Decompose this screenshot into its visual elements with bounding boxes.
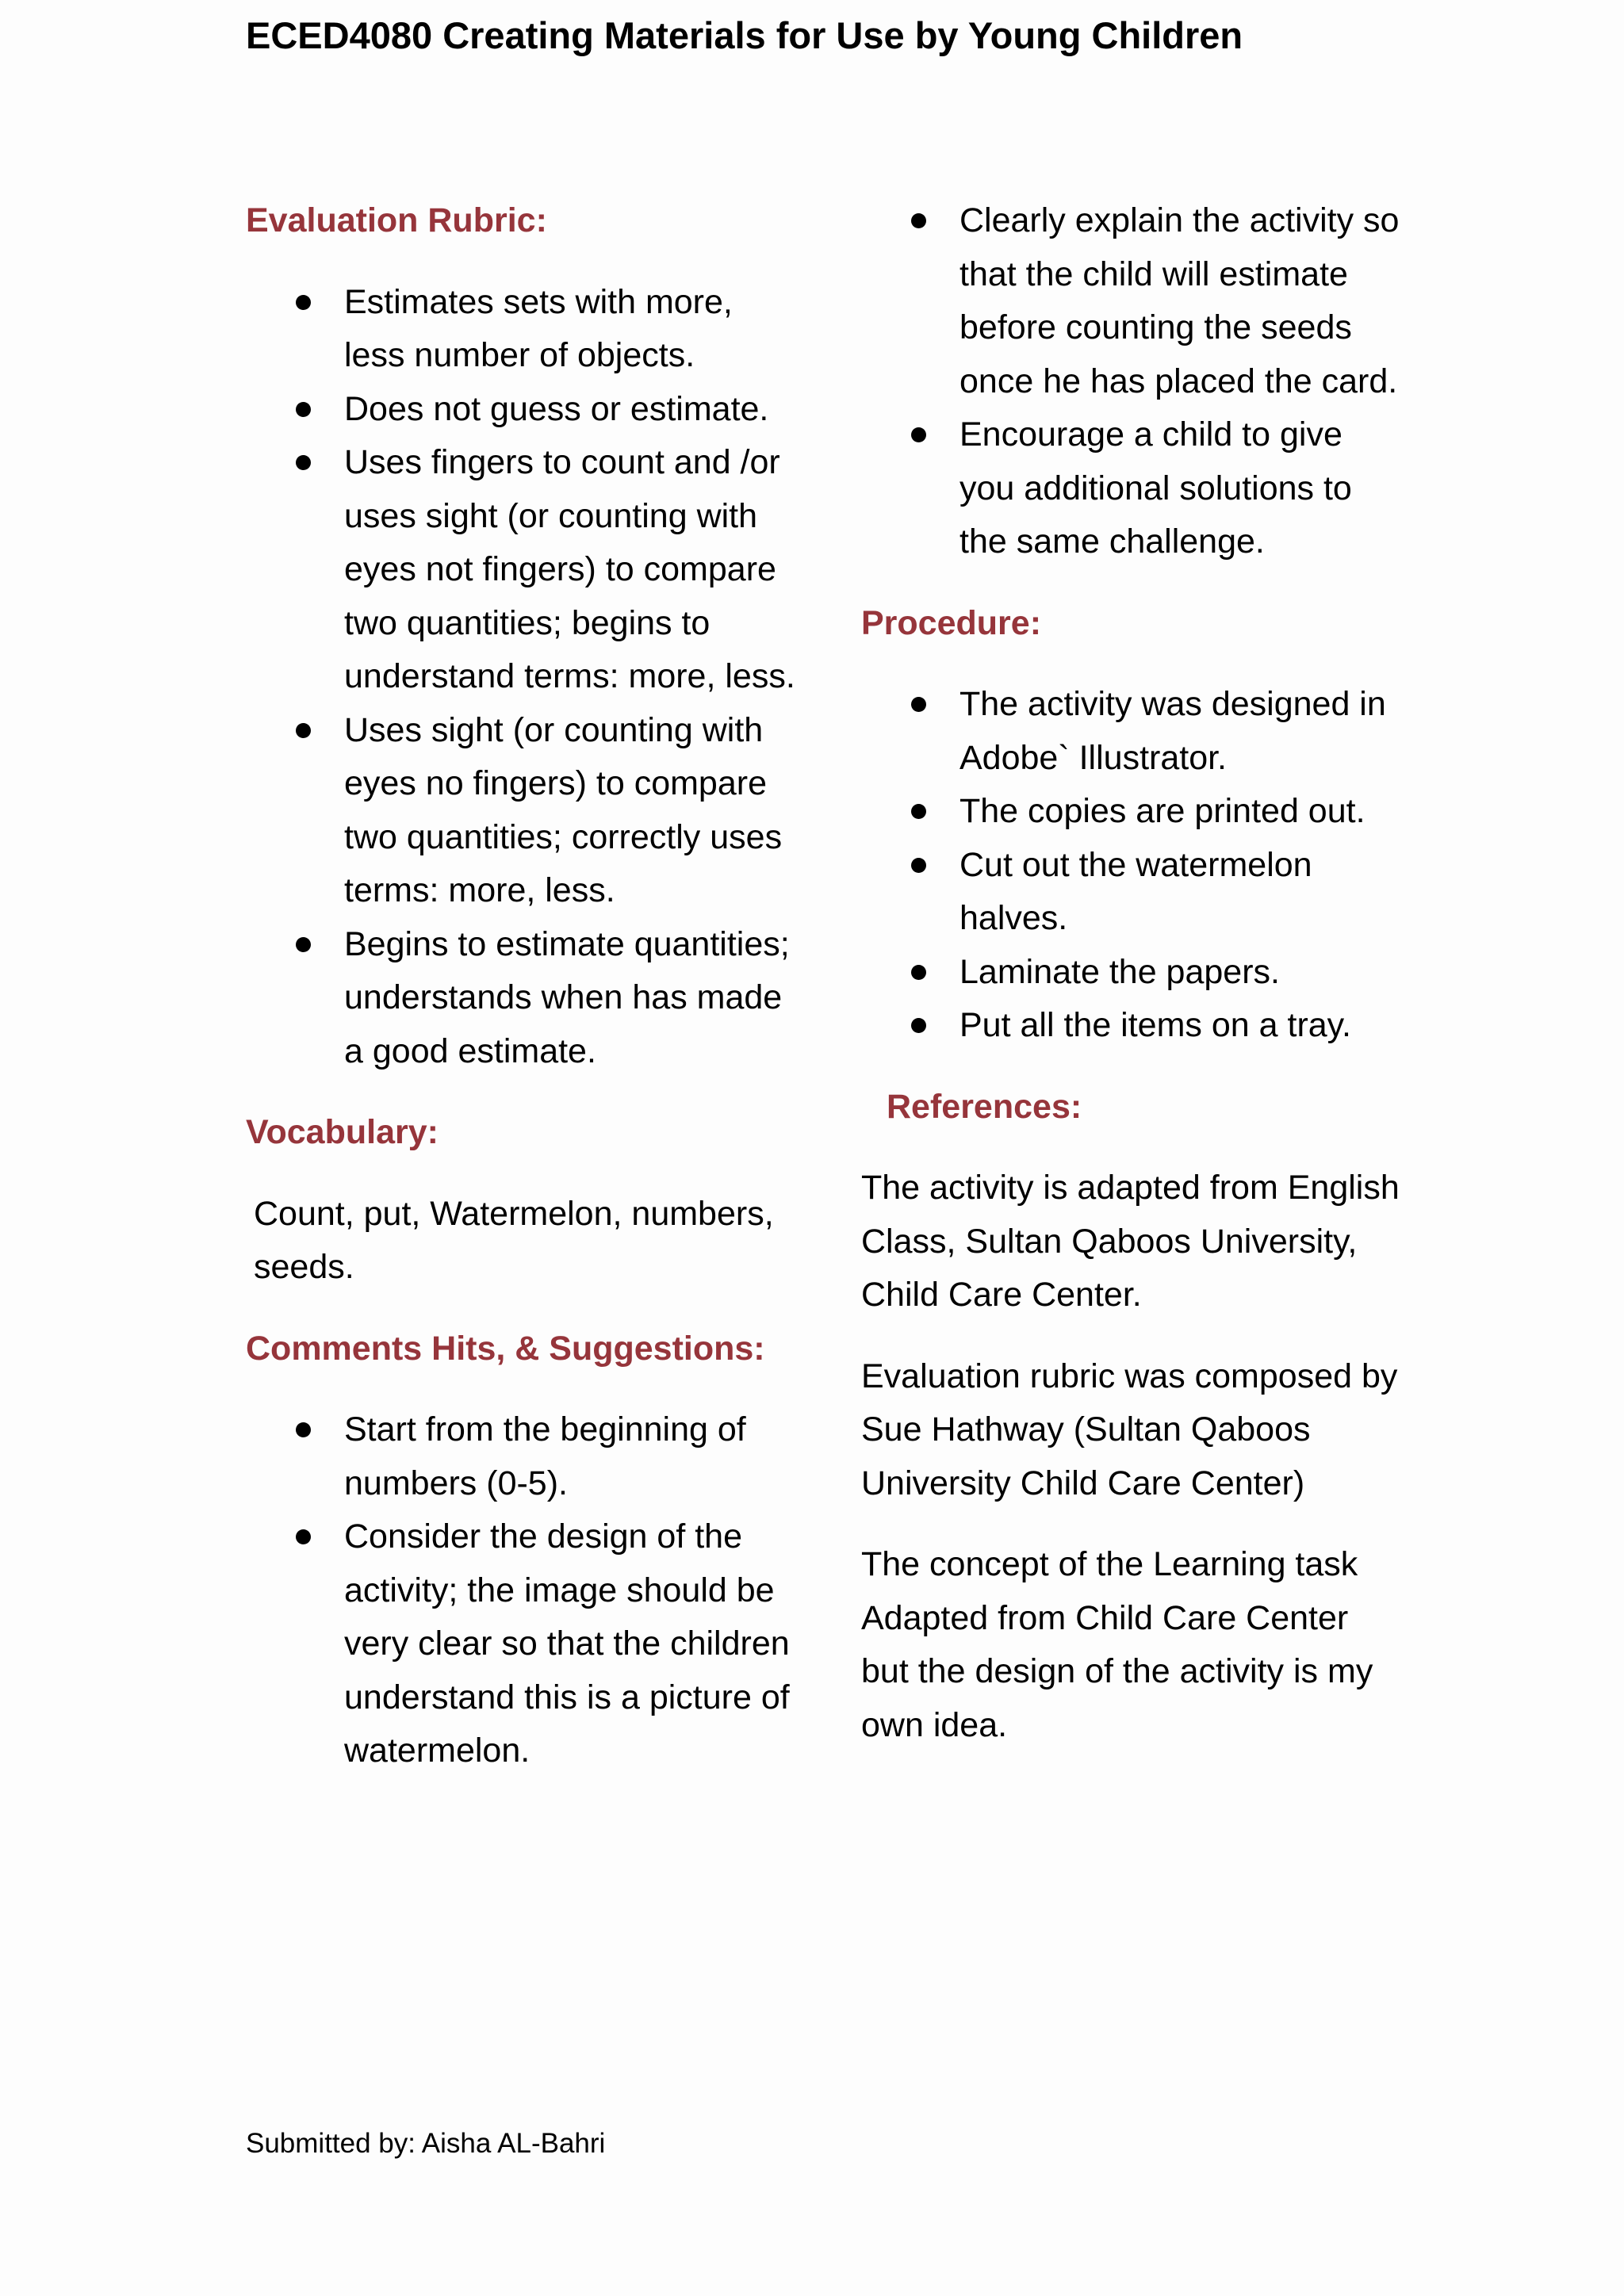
page-title: ECED4080 Creating Materials for Use by Young Children	[246, 14, 1243, 56]
vocabulary-text: Count, put, Watermelon, numbers, seeds.	[254, 1194, 774, 1286]
vocabulary-heading: Vocabulary:	[246, 1113, 439, 1151]
procedure-list	[861, 678, 1400, 1053]
evaluation-rubric-list	[246, 276, 801, 1079]
list-item: Laminate the papers.	[861, 946, 1400, 1000]
reference-paragraph: The concept of the Learning task Adapted from Child Care Center but the design of the activity is my own idea.	[861, 1545, 1373, 1744]
list-item: Estimates sets with more, less number of objects.	[246, 276, 801, 383]
reference-paragraph: The activity is adapted from English Class, Sultan Qaboos University, Child Care Center.	[861, 1169, 1400, 1314]
list-item: Encourage a child to give you additional solutions to the same challenge.	[861, 408, 1400, 569]
submitted-by-footer: Submitted by: Aisha AL-Bahri	[246, 2128, 606, 2159]
reference-paragraph: Evaluation rubric was composed by Sue Hathway (Sultan Qaboos University Child Care Center)	[861, 1357, 1398, 1502]
list-item: Begins to estimate quantities; understands when has made a good estimate.	[246, 918, 801, 1079]
evaluation-rubric-heading: Evaluation Rubric:	[246, 201, 547, 239]
list-item: Uses fingers to count and /or uses sight (or counting with eyes not fingers) to compare two quantities; begins to understand terms: more, less.	[246, 436, 801, 704]
list-item: The copies are printed out.	[861, 785, 1400, 839]
procedure-heading: Procedure:	[861, 603, 1042, 642]
list-item: Uses sight (or counting with eyes no fingers) to compare two quantities; correctly uses terms: more, less.	[246, 704, 801, 918]
list-item: Consider the design of the activity; the image should be very clear so that the children understand this is a picture of watermelon.	[246, 1510, 801, 1778]
list-item: Cut out the watermelon halves.	[861, 839, 1400, 946]
list-item: Clearly explain the activity so that the child will estimate before counting the seeds once he has placed the card.	[861, 194, 1400, 408]
left-column	[246, 194, 801, 1778]
list-item: Put all the items on a tray.	[861, 999, 1400, 1053]
list-item: Does not guess or estimate.	[246, 383, 801, 437]
right-column	[861, 194, 1400, 1752]
list-item: Start from the beginning of numbers (0-5).	[246, 1403, 801, 1510]
list-item: The activity was designed in Adobe` Illustrator.	[861, 678, 1400, 785]
comments-list	[246, 1403, 801, 1778]
rubric-continued-list	[861, 194, 1400, 569]
references-heading: References:	[887, 1087, 1082, 1126]
comments-heading: Comments Hits, & Suggestions:	[246, 1329, 765, 1368]
